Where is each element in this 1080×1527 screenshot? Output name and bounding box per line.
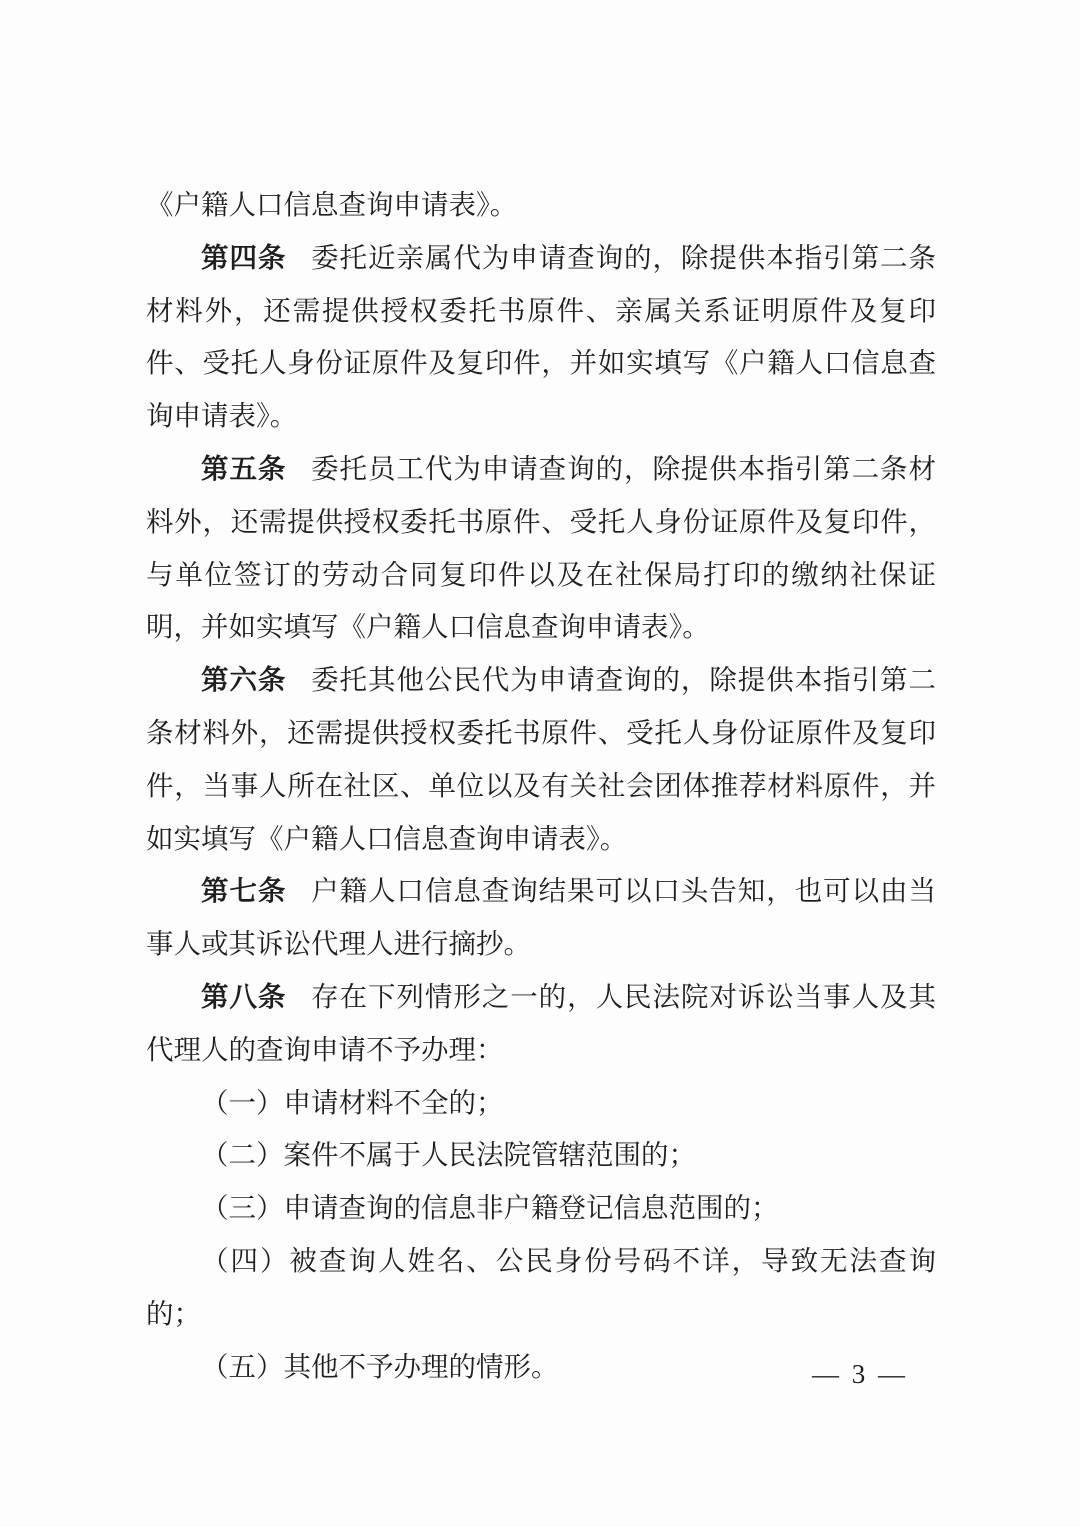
list-item-3: （三）申请查询的信息非户籍登记信息范围的； xyxy=(201,1192,779,1224)
page-number: — 3 — xyxy=(812,1359,908,1389)
article-4-paragraph xyxy=(146,232,936,443)
article-5-text: 委托员工代为申请查询的，除提供本指引第二条材料外，还需提供授权委托书原件、受托人身份证原件及复印件，与单位签订的劳动合同复印件以及在社保局打印的缴纳社保证明，并如实填写《户籍人口信息查询申请表》。 xyxy=(146,452,936,643)
article-8-number: 第八条 xyxy=(201,980,287,1012)
paragraph-continuation: 《户籍人口信息查询申请表》。 xyxy=(146,189,518,220)
article-8-paragraph xyxy=(146,971,936,1077)
article-6-number: 第六条 xyxy=(201,664,287,696)
article-7-paragraph xyxy=(146,865,936,971)
article-7-number: 第七条 xyxy=(201,875,287,907)
list-item-5: （五）其他不予办理的情形。 xyxy=(201,1350,559,1382)
article-6-text: 委托其他公民代为申请查询的，除提供本指引第二条材料外，还需提供授权委托书原件、受托人身份证原件及复印件，当事人所在社区、单位以及有关社会团体推荐材料原件，并如实填写《户籍人口信息查询申请表》。 xyxy=(146,664,936,854)
article-8-text: 存在下列情形之一的，人民法院对诉讼当事人及其代理人的查询申请不予办理： xyxy=(146,980,936,1065)
article-5-number: 第五条 xyxy=(201,452,287,484)
list-item-1: （一）申请材料不全的； xyxy=(201,1086,504,1118)
article-7-text: 户籍人口信息查询结果可以口头告知，也可以由当事人或其诉讼代理人进行摘抄。 xyxy=(146,875,936,960)
list-item-2: （二）案件不属于人民法院管辖范围的； xyxy=(201,1139,696,1171)
article-5-paragraph xyxy=(146,443,936,654)
article-4-number: 第四条 xyxy=(201,241,287,273)
list-item-4: （四）被查询人姓名、公民身份号码不详，导致无法查询的； xyxy=(146,1244,936,1329)
document-body xyxy=(146,179,936,1393)
article-6-paragraph xyxy=(146,654,936,865)
article-4-text: 委托近亲属代为申请查询的，除提供本指引第二条材料外，还需提供授权委托书原件、亲属关系证明原件及复印件、受托人身份证原件及复印件，并如实填写《户籍人口信息查询申请表》。 xyxy=(146,241,936,432)
